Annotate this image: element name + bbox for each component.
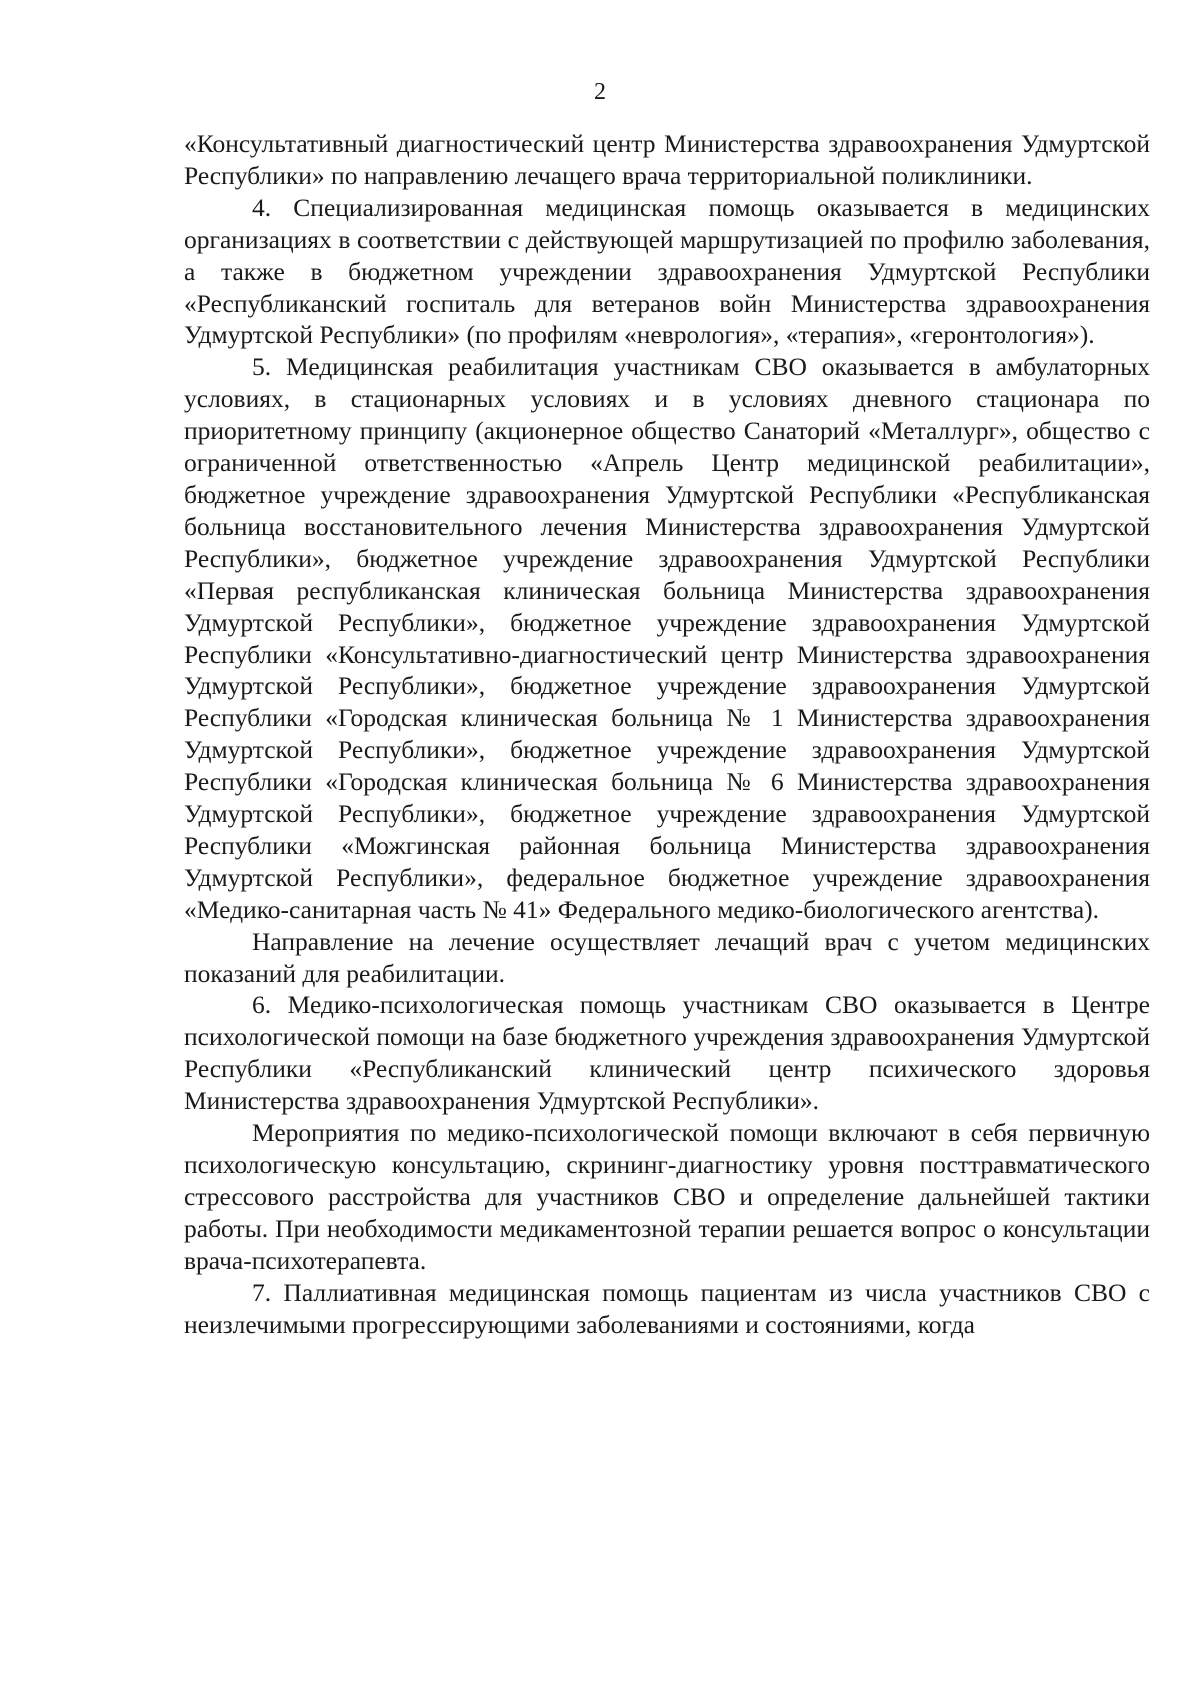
paragraph-referral: Направление на лечение осуществляет лечащий врач с учетом медицинских показаний для реабилитации. [184, 926, 1150, 988]
document-body [184, 128, 1150, 1340]
page-number: 2 [594, 79, 606, 105]
paragraph-continuation: «Консультативный диагностический центр Министерства здравоохранения Удмуртской Республики» по направлению лечащего врача территориальной поликлиники. [184, 129, 1150, 190]
paragraph-item-4: 4. Специализированная медицинская помощь оказывается в медицинских организациях в соответствии с действующей маршрутизацией по профилю заболевания, а также в бюджетном учреждении здравоохранения Удмуртской Республики «Республиканский госпиталь для ветеранов войн Министерства здравоохранения Удмуртской Республики» (по профилям «неврология», «терапия», «геронтология»). [184, 192, 1150, 350]
paragraph-item-5: 5. Медицинская реабилитация участникам СВО оказывается в амбулаторных условиях, в стационарных условиях и в условиях дневного стационара по приоритетному принципу (акционерное общество Санаторий «Металлург», общество с ограниченной ответственностью «Апрель Центр медицинской реабилитации», бюджетное учреждение здравоохранения Удмуртской Республики «Республиканская больница восстановительного лечения Министерства здравоохранения Удмуртской Республики», бюджетное учреждение здравоохранения Удмуртской Республики «Первая республиканская клиническая больница Министерства здравоохранения Удмуртской Республики», бюджетное учреждение здравоохранения Удмуртской Республики «Консультативно-диагностический центр Министерства здравоохранения Удмуртской Республики», бюджетное учреждение здравоохранения Удмуртской Республики «Городская клиническая больница № 1 Министерства здравоохранения Удмуртской Республики», бюджетное учреждение здравоохранения Удмуртской Республики «Городская клиническая больница № 6 Министерства здравоохранения Удмуртской Республики», бюджетное учреждение здравоохранения Удмуртской Республики «Можгинская районная больница Министерства здравоохранения Удмуртской Республики», федеральное бюджетное учреждение здравоохранения «Медико-санитарная часть № 41» Федерального медико-биологического агентства). [184, 352, 1150, 924]
paragraph-item-7: 7. Паллиативная медицинская помощь пациентам из числа участников СВО с неизлечимыми прогрессирующими заболеваниями и состояниями, когда [184, 1277, 1150, 1339]
paragraph-measures: Мероприятия по медико-психологической помощи включают в себя первичную психологическую консультацию, скрининг-диагностику уровня посттравматического стрессового расстройства для участников СВО и определение дальнейшей тактики работы. При необходимости медикаментозной терапии решается вопрос о консультации врача-психотерапевта. [184, 1118, 1150, 1275]
paragraph-item-6: 6. Медико-психологическая помощь участникам СВО оказывается в Центре психологической помощи на базе бюджетного учреждения здравоохранения Удмуртской Республики «Республиканский клинический центр психического здоровья Министерства здравоохранения Удмуртской Республики». [184, 990, 1150, 1116]
